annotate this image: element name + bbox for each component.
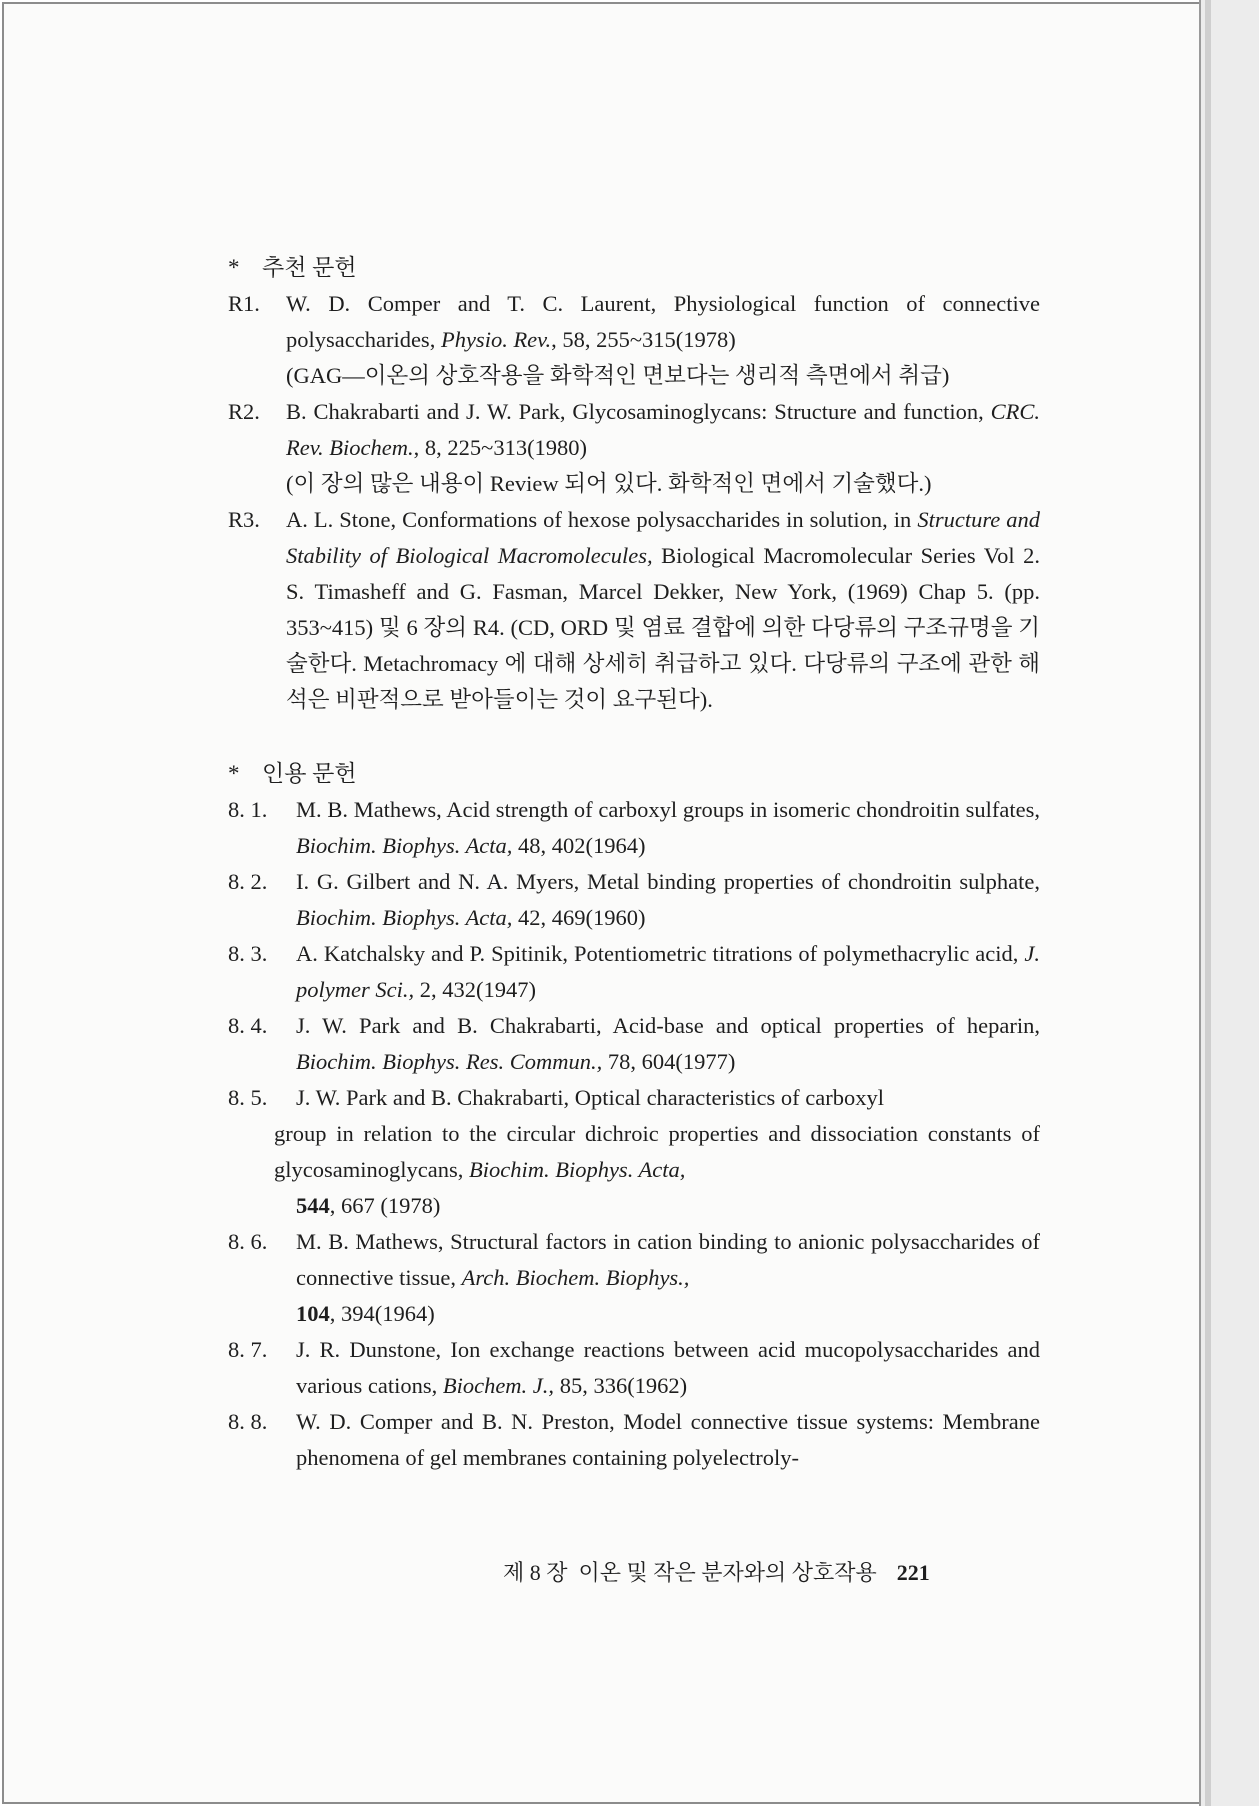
citation-item — [228, 1332, 1040, 1404]
citation-number: 8. 2. — [228, 869, 268, 894]
citation-authors-title: J. W. Park and B. Chakrabarti, Acid-base and optical properties of heparin, — [296, 1013, 1040, 1038]
citation-authors-title: M. B. Mathews, Structural factors in cation binding to anionic polysaccharides of connective tissue, — [296, 1229, 1040, 1290]
citation-number: 8. 3. — [228, 941, 268, 966]
citation-item — [228, 936, 1040, 1008]
citation-authors-title-cont: group in relation to the circular dichroic properties and dissociation constants of glycosaminoglycans, — [274, 1121, 1040, 1182]
reference-number: R2. — [228, 399, 260, 424]
citation-item — [228, 792, 1040, 864]
reference-authors-title: A. L. Stone, Conformations of hexose polysaccharides in solution, in — [286, 507, 918, 532]
citation-number: 8. 7. — [228, 1337, 268, 1362]
reference-item — [228, 502, 1040, 718]
citation-number: 8. 8. — [228, 1409, 268, 1434]
citation-journal: Biochim. Biophys. Acta, — [296, 833, 513, 858]
reference-authors-title: W. D. Comper and T. C. Laurent, Physiological function of connective polysaccharides, — [286, 291, 1040, 352]
asterisk-mark: * — [228, 255, 240, 280]
reference-item — [228, 286, 1040, 394]
citation-number: 8. 6. — [228, 1229, 268, 1254]
citation-authors-title: W. D. Comper and B. N. Preston, Model connective tissue systems: Membrane phenomena of gel membranes containing polyelectroly- — [296, 1409, 1040, 1470]
citation-authors-title: J. R. Dunstone, Ion exchange reactions between acid mucopolysaccharides and various cations, — [296, 1337, 1040, 1398]
page-gutter — [1199, 0, 1259, 1806]
recommended-heading-text: 추천 문헌 — [262, 255, 357, 280]
reference-item — [228, 394, 1040, 502]
citation-item — [228, 1224, 1040, 1332]
reference-note: (GAG—이온의 상호작용을 화학적인 면보다는 생리적 측면에서 취급) — [286, 363, 950, 388]
citation-item — [228, 864, 1040, 936]
reference-details: , 8, 225~313(1980) — [413, 435, 588, 460]
citation-item — [228, 1404, 1040, 1476]
reference-note: (이 장의 많은 내용이 Review 되어 있다. 화학적인 면에서 기술했다.) — [286, 471, 932, 496]
page-number: 221 — [896, 1560, 930, 1585]
citation-number: 8. 1. — [228, 797, 268, 822]
page-footer — [503, 1556, 930, 1587]
citation-number: 8. 4. — [228, 1013, 268, 1038]
reference-number: R3. — [228, 507, 260, 532]
citation-details: 42, 469(1960) — [512, 905, 646, 930]
citation-authors-title: M. B. Mathews, Acid strength of carboxyl groups in isomeric chondroitin sulfates, — [296, 797, 1040, 822]
recommended-heading — [228, 250, 1040, 286]
citation-journal: Biochim. Biophys. Acta, — [296, 905, 513, 930]
citation-volume-line — [296, 1188, 1040, 1224]
citation-volume: 104 — [296, 1301, 330, 1326]
citation-journal: Biochem. J., — [442, 1373, 555, 1398]
citation-details: 85, 336(1962) — [554, 1373, 688, 1398]
reference-journal: CRC. Rev. Biochem. — [286, 399, 1040, 460]
citation-journal: Biochim. Biophys. Acta, — [468, 1157, 686, 1182]
reference-authors-title: B. Chakrabarti and J. W. Park, Glycosaminoglycans: Structure and function, — [286, 399, 991, 424]
citation-item — [228, 1008, 1040, 1080]
citation-authors-title: I. G. Gilbert and N. A. Myers, Metal binding properties of chondroitin sulphate, — [296, 869, 1040, 894]
citation-details: 48, 402(1964) — [512, 833, 646, 858]
citation-continuation — [274, 1116, 1040, 1188]
citation-journal: Arch. Biochem. Biophys., — [461, 1265, 690, 1290]
cited-heading — [228, 756, 1040, 792]
citation-number: 8. 5. — [228, 1085, 268, 1110]
asterisk-mark: * — [228, 761, 240, 786]
citation-authors-title: J. W. Park and B. Chakrabarti, Optical characteristics of carboxyl — [296, 1085, 884, 1110]
citation-volume-line — [296, 1296, 1040, 1332]
citation-item — [228, 1080, 1040, 1224]
citation-details: 2, 432(1947) — [414, 977, 536, 1002]
citation-volume: 544 — [296, 1193, 330, 1218]
citation-authors-title: A. Katchalsky and P. Spitinik, Potentiometric titrations of polymethacrylic acid, — [296, 941, 1025, 966]
reference-details: , 58, 255~315(1978) — [551, 327, 736, 352]
citation-journal: J. polymer Sci., — [296, 941, 1040, 1002]
citation-details: 78, 604(1977) — [602, 1049, 736, 1074]
page-content — [228, 250, 1040, 1476]
citation-details: , 667 (1978) — [329, 1193, 441, 1218]
reference-journal: Structure and Stability of Biological Macromolecules, — [286, 507, 1040, 568]
cited-heading-text: 인용 문헌 — [262, 761, 357, 786]
chapter-title: 제 8 장 이온 및 작은 분자와의 상호작용 — [503, 1560, 877, 1585]
reference-journal: Physio. Rev. — [440, 327, 552, 352]
citation-details: , 394(1964) — [329, 1301, 435, 1326]
reference-number: R1. — [228, 291, 260, 316]
citation-journal: Biochim. Biophys. Res. Commun., — [296, 1049, 603, 1074]
reference-details: Biological Macromolecular Series Vol 2. S. Timasheff and G. Fasman, Marcel Dekker, New York, (1969) Chap 5. (pp. 353~415) 및 6 장의 R4. (CD, ORD 및 염료 결합에 의한 다당류의 구조규명을 기술한다. Metachromacy 에 대해 상세히 취급하고 있다. 다당류의 구조에 관한 해석은 비판적으로 받아들이는 것이 요구된다). — [286, 543, 1040, 712]
